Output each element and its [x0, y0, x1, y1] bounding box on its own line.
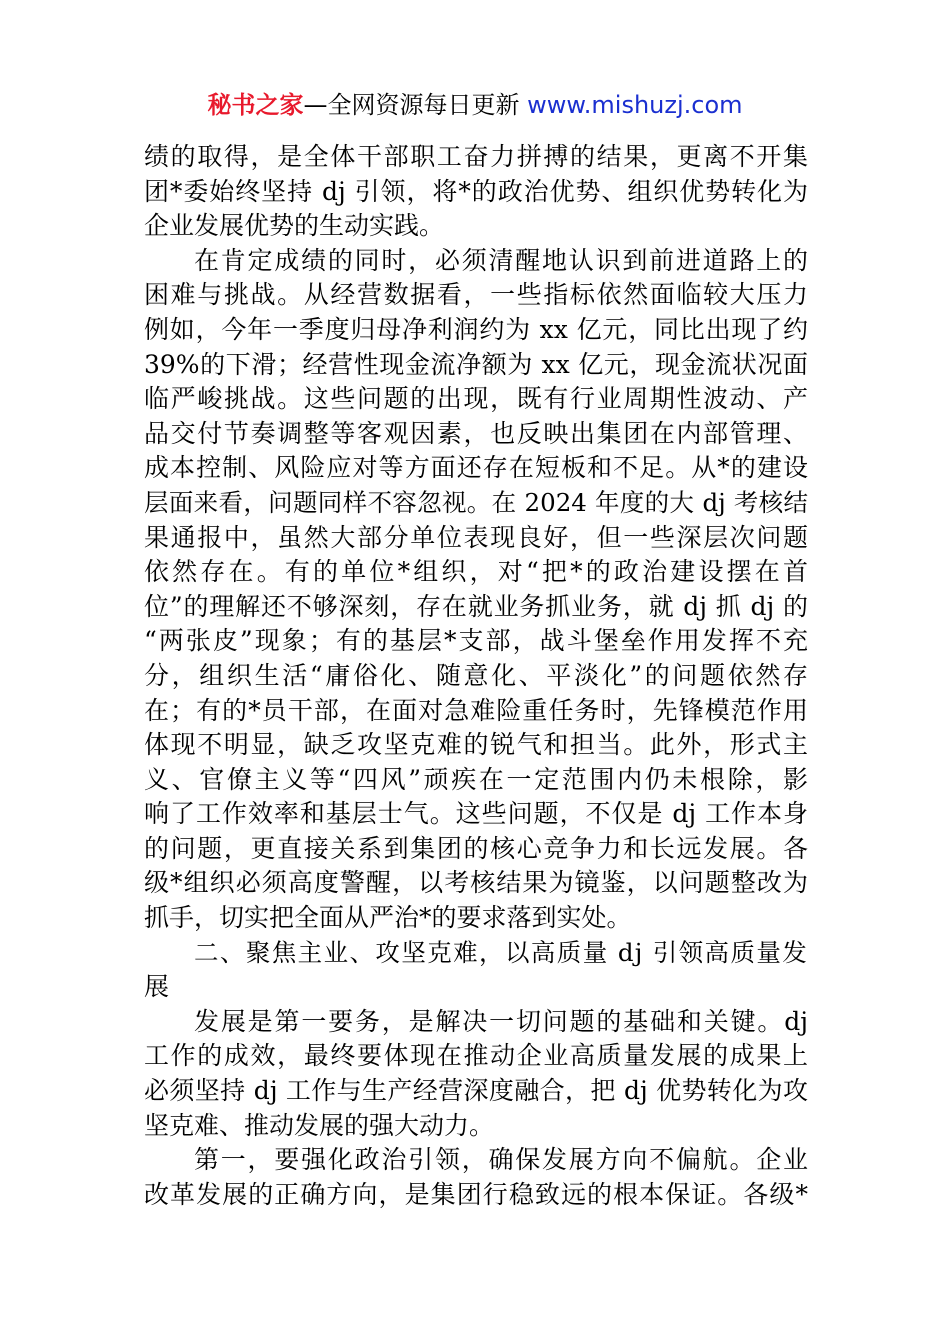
- paragraph-line: 必须坚持 dj 工作与生产经营深度融合，把 dj 优势转化为攻: [144, 1076, 808, 1106]
- paragraph-line: “两张皮”现象；有的基层*支部，战斗堡垒作用发挥不充: [144, 626, 808, 656]
- paragraph-line: 在；有的*员干部，在面对急难险重任务时，先锋模范作用: [144, 695, 808, 725]
- site-url-link[interactable]: www.mishuzj.com: [527, 91, 743, 119]
- paragraph-line: 响了工作效率和基层士气。这些问题，不仅是 dj 工作本身: [144, 799, 808, 829]
- paragraph-line: 改革发展的正确方向，是集团行稳致远的根本保证。各级*: [144, 1179, 808, 1209]
- paragraph-line: 坚克难、推动发展的强大动力。: [144, 1110, 495, 1140]
- paragraph-line: 绩的取得，是全体干部职工奋力拼搏的结果，更离不开集: [144, 142, 808, 171]
- paragraph-line: 位”的理解还不够深刻，存在就业务抓业务，就 dj 抓 dj 的: [144, 591, 808, 621]
- paragraph-line: 义、官僚主义等“四风”顽疾在一定范围内仍未根除，影: [144, 764, 808, 794]
- section-heading-line: 二、聚焦主业、攻坚克难，以高质量 dj 引领高质量发: [194, 937, 808, 967]
- paragraph-line: 依然存在。有的单位*组织，对“把*的政治建设摆在首: [144, 557, 808, 587]
- paragraph-line: 分，组织生活“庸俗化、随意化、平淡化”的问题依然存: [144, 660, 808, 690]
- paragraph-line: 团*委始终坚持 dj 引领，将*的政治优势、组织优势转化为: [144, 176, 808, 206]
- header-tagline: —全网资源每日更新: [303, 91, 528, 119]
- brand-name: 秘书之家: [207, 91, 304, 119]
- paragraph-line: 展: [144, 972, 170, 1002]
- paragraph-line: 在肯定成绩的同时，必须清醒地认识到前进道路上的: [194, 245, 808, 275]
- paragraph-line: 成本控制、风险应对等方面还存在短板和不足。从*的建设: [144, 453, 808, 483]
- paragraph-line: 层面来看，问题同样不容忽视。在 2024 年度的大 dj 考核结: [144, 487, 808, 517]
- paragraph-line: 的问题，更直接关系到集团的核心竞争力和长远发展。各: [144, 833, 808, 863]
- paragraph-line: 果通报中，虽然大部分单位表现良好，但一些深层次问题: [144, 522, 808, 552]
- paragraph-line: 抓手，切实把全面从严治*的要求落到实处。: [144, 903, 632, 933]
- paragraph-line: 级*组织必须高度警醒，以考核结果为镜鉴，以问题整改为: [144, 868, 808, 898]
- paragraph-line: 发展是第一要务，是解决一切问题的基础和关键。dj: [194, 1006, 808, 1036]
- paragraph-line: 企业发展优势的生动实践。: [144, 211, 445, 241]
- paragraph-line: 临严峻挑战。这些问题的出现，既有行业周期性波动、产: [144, 384, 808, 414]
- paragraph-line: 例如，今年一季度归母净利润约为 xx 亿元，同比出现了约: [144, 314, 808, 344]
- site-header: [0, 90, 950, 120]
- paragraph-line: 39%的下滑；经营性现金流净额为 xx 亿元，现金流状况面: [144, 349, 808, 379]
- paragraph-line: 第一，要强化政治引领，确保发展方向不偏航。企业: [194, 1145, 808, 1175]
- paragraph-line: 困难与挑战。从经营数据看，一些指标依然面临较大压力: [144, 280, 808, 310]
- paragraph-line: 品交付节奏调整等客观因素，也反映出集团在内部管理、: [144, 418, 808, 448]
- paragraph-line: 体现不明显，缺乏攻坚克难的锐气和担当。此外，形式主: [144, 730, 808, 760]
- document-body: [144, 140, 808, 1212]
- paragraph-line: 工作的成效，最终要体现在推动企业高质量发展的成果上: [144, 1041, 808, 1071]
